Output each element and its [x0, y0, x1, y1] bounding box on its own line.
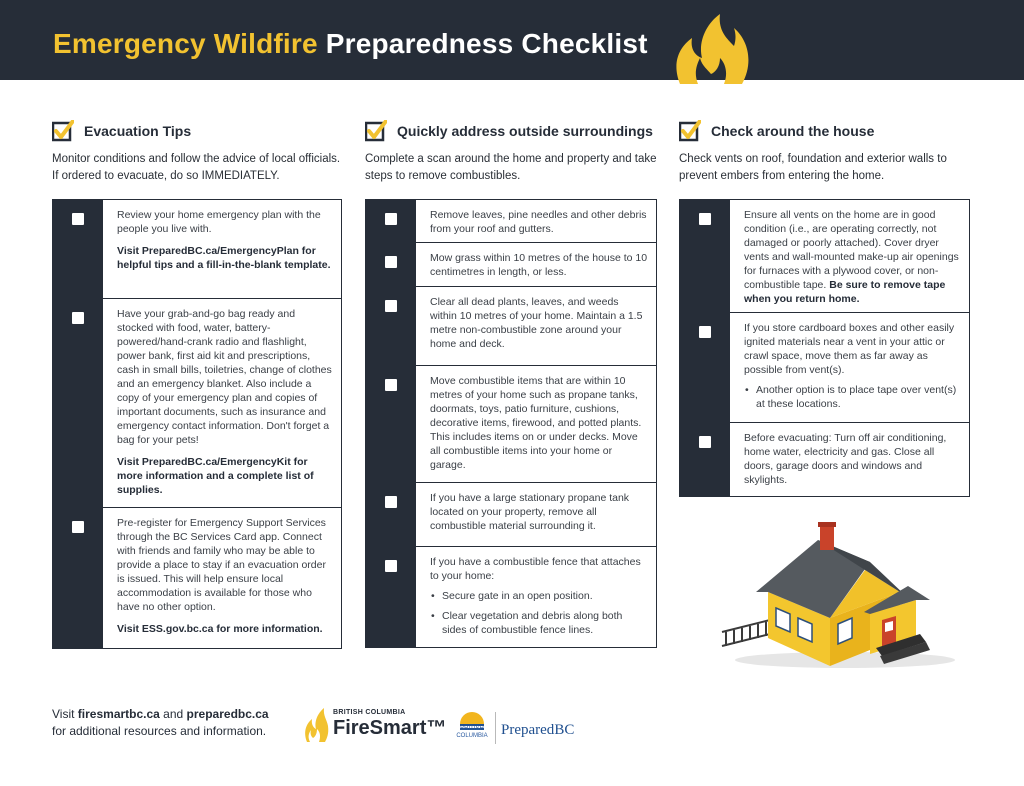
item-link-text: Visit PreparedBC.ca/EmergencyPlan for helpful tips and a fill-in-the-blank template.	[117, 245, 331, 271]
item-paragraph: Review your home emergency plan with the people you live with.	[117, 209, 321, 235]
column-intro: Complete a scan around the home and property and take steps to remove combustibles.	[365, 153, 657, 182]
item-text	[416, 243, 656, 286]
heading-text: Check around the house	[711, 123, 875, 139]
item-paragraph: If you store cardboard boxes and other easily ignited materials near a vent in your attic or crawl space, move them as far away as possible from vent(s).	[744, 322, 955, 376]
column-house	[679, 118, 970, 184]
bullet-list	[430, 589, 648, 637]
prepared-text: Prepared	[501, 722, 555, 738]
footer-text-mid: and	[159, 707, 187, 721]
flame-icon	[303, 706, 329, 742]
footer-line-1	[52, 706, 269, 723]
checkbox-column	[53, 200, 103, 298]
item-bold-text: Be sure to remove tape when you return home.	[744, 279, 946, 305]
bullet-list	[744, 383, 961, 411]
item-paragraph: If you have a combustible fence that attaches to your home:	[430, 556, 641, 582]
item-text	[103, 200, 341, 298]
checkbox-icon[interactable]	[699, 436, 711, 448]
item-paragraph: Before evacuating: Turn off air conditioning, home water, electricity and gas. Close all doors, garage doors and windows and skylights.	[744, 432, 947, 486]
checklist-item	[366, 547, 656, 647]
checkbox-column	[53, 508, 103, 648]
checklist-item	[366, 287, 656, 366]
column-intro: Monitor conditions and follow the advice of local officials. If ordered to evacuate, do so IMMEDIATELY.	[52, 153, 341, 182]
checkbox-column	[366, 200, 416, 242]
checkbox-icon[interactable]	[385, 300, 397, 312]
checklist-house	[679, 199, 970, 497]
title-rest: Preparedness Checklist	[325, 28, 648, 59]
bc-text: BC	[554, 722, 575, 738]
item-paragraph: Clear all dead plants, leaves, and weeds within 10 metres of your home. Maintain a 1.5 metre non-combustible zone around your home and deck.	[430, 296, 643, 350]
column-heading	[52, 118, 342, 144]
firesmart-big-text: FireSmart™	[333, 717, 447, 739]
checkbox-column	[680, 313, 730, 422]
footer-text	[52, 706, 269, 740]
checklist-item	[53, 200, 341, 299]
checkbox-icon[interactable]	[72, 213, 84, 225]
checkbox-column	[366, 243, 416, 286]
checklist-item	[366, 483, 656, 547]
column-evacuation	[52, 118, 342, 184]
item-paragraph: Pre-register for Emergency Support Services through the BC Services Card app. Connect with friends and family who may be able to provide a place to stay if an evacuation order is issued. This will help ensure local accommodation is available for those who have no other option.	[117, 517, 326, 613]
checkbox-icon[interactable]	[699, 213, 711, 225]
checklist-item	[53, 299, 341, 508]
heading-text: Evacuation Tips	[84, 123, 192, 139]
item-paragraph: Remove leaves, pine needles and other debris from your roof and gutters.	[430, 209, 647, 235]
checkbox-column	[366, 366, 416, 482]
column-intro: Check vents on roof, foundation and exterior walls to prevent embers from entering the home.	[679, 153, 947, 182]
checklist-item	[680, 200, 969, 313]
item-text	[730, 313, 969, 422]
checkmark-icon	[52, 120, 74, 142]
checkmark-icon	[679, 120, 701, 142]
item-paragraph: Have your grab-and-go bag ready and stocked with food, water, battery-powered/hand-crank radio and flashlight, power bank, first aid kit and prescriptions, cash in small bills, toiletries, change of clothes and an emergency blanket. Also include a copy of your emergency plan and copies of important documents, such as insurance and emergency contact information. Don't forget a bag for your pets!	[117, 308, 332, 446]
checkbox-column	[680, 423, 730, 496]
item-link-text: Visit ESS.gov.bc.ca for more information.	[117, 623, 323, 635]
checkbox-column	[366, 483, 416, 546]
item-text	[103, 508, 341, 648]
checkbox-icon[interactable]	[385, 256, 397, 268]
checkbox-icon[interactable]	[385, 213, 397, 225]
checkbox-column	[366, 287, 416, 365]
checkbox-icon[interactable]	[72, 312, 84, 324]
page-title	[53, 28, 648, 60]
item-paragraph	[744, 208, 961, 306]
bullet-item: • Clear vegetation and debris along both sides of combustible fence lines.	[430, 609, 648, 637]
item-paragraph: Move combustible items that are within 10 metres of your home such as propane tanks, doormats, toys, patio furniture, cushions, decorative items, firewood, and potted plants. This includes items on or under decks. Move all combustible items into your home or garage.	[430, 375, 642, 471]
bullet-item: • Another option is to place tape over vent(s) at these locations.	[744, 383, 961, 411]
checkbox-icon[interactable]	[385, 496, 397, 508]
checklist-item	[366, 243, 656, 287]
footer-line-2: for additional resources and information.	[52, 724, 267, 738]
checkbox-icon[interactable]	[699, 326, 711, 338]
checklist-item	[366, 366, 656, 483]
checkmark-icon	[365, 120, 387, 142]
firesmart-link[interactable]: firesmartbc.ca	[77, 707, 160, 721]
item-text	[103, 299, 341, 507]
checkbox-icon[interactable]	[385, 379, 397, 391]
item-text	[416, 287, 656, 365]
column-outside	[365, 118, 657, 184]
logo-divider	[495, 712, 496, 744]
checkbox-icon[interactable]	[72, 521, 84, 533]
bullet-item: • Secure gate in an open position.	[430, 589, 648, 603]
preparedbc-logo	[501, 722, 574, 739]
header-banner	[0, 0, 1024, 80]
bc-caption: BRITISH COLUMBIA	[456, 726, 488, 739]
firesmart-logo	[301, 704, 447, 744]
checkbox-icon[interactable]	[385, 560, 397, 572]
item-text	[416, 483, 656, 546]
checklist-item	[680, 313, 969, 423]
checklist-outside	[365, 199, 657, 648]
checkbox-column	[366, 547, 416, 647]
title-accent: Emergency Wildfire	[53, 28, 318, 59]
item-link-text: Visit PreparedBC.ca/EmergencyKit for more information and a complete list of supplies.	[117, 456, 314, 496]
checklist-item	[53, 508, 341, 648]
checklist-item	[366, 200, 656, 243]
house-illustration	[720, 520, 970, 670]
item-text	[416, 366, 656, 482]
checklist-item	[680, 423, 969, 496]
checklist-evacuation	[52, 199, 342, 649]
item-text	[416, 200, 656, 242]
item-paragraph: If you have a large stationary propane tank located on your property, remove all combustible material surrounding it.	[430, 492, 630, 532]
item-text	[730, 200, 969, 312]
heading-text: Quickly address outside surroundings	[397, 123, 653, 139]
flame-icon	[670, 12, 752, 84]
footer-text-pre: Visit	[52, 707, 78, 721]
checkbox-column	[680, 200, 730, 312]
checkbox-column	[53, 299, 103, 507]
item-text	[730, 423, 969, 496]
column-heading	[679, 118, 970, 144]
column-heading	[365, 118, 657, 144]
preparedbc-link[interactable]: preparedbc.ca	[186, 707, 269, 721]
item-paragraph-text: Ensure all vents on the home are in good condition (i.e., are operating correctly, not damaged or poorly attached). Cover dryer vents and wall-mounted make-up air openings for furnaces with a plywood cover, or non-combustible tape.	[744, 209, 959, 291]
item-text	[416, 547, 656, 647]
item-paragraph: Mow grass within 10 metres of the house to 10 centimetres in length, or less.	[430, 252, 648, 278]
firesmart-small-text: BRITISH COLUMBIA	[333, 709, 406, 716]
